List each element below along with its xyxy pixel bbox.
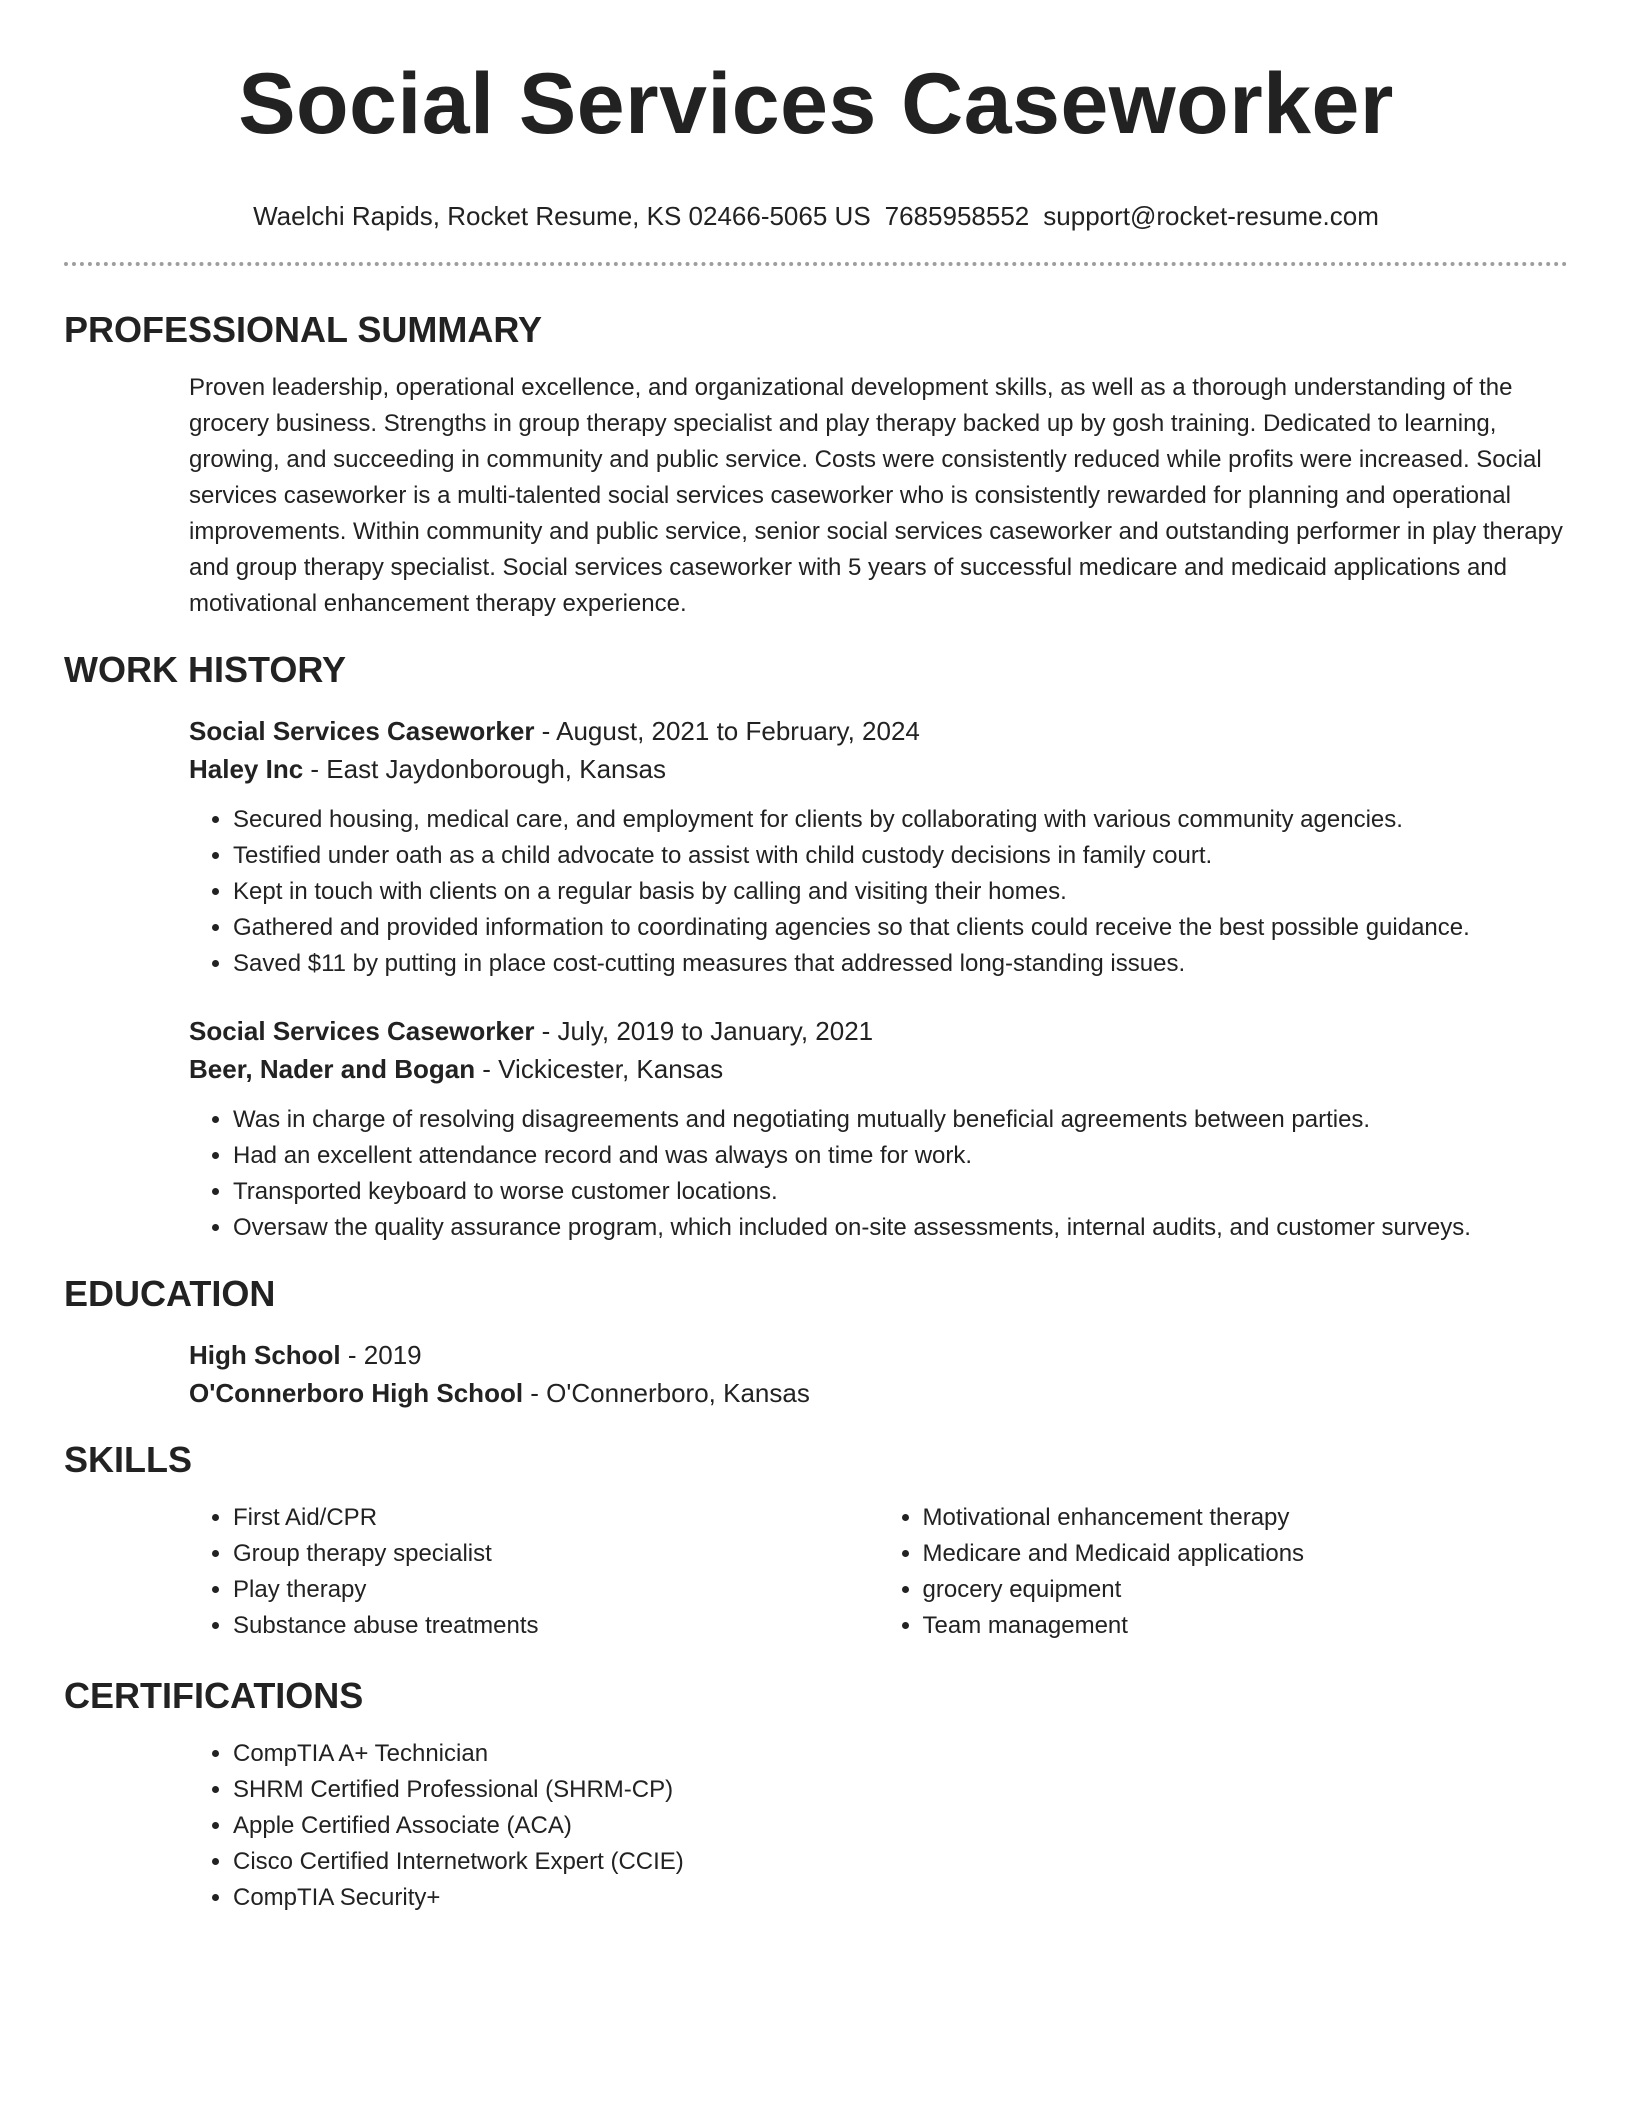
resume-page xyxy=(64,0,1568,1916)
skills-heading: SKILLS xyxy=(64,1439,193,1480)
job-title-line xyxy=(189,712,1568,750)
education-degree-line xyxy=(189,1336,1568,1374)
contact-address: Waelchi Rapids, Rocket Resume, KS 02466-5065 US xyxy=(253,201,871,231)
summary-text: Proven leadership, operational excellence, and organizational development skills, as well as a thorough understanding of the grocery business. Strengths in group therapy specialist and play therapy backed up by gosh training. Dedicated to learning, growing, and succeeding in community and public service. Costs were consistently reduced while profits were increased. Social services caseworker is a multi-talented social services caseworker who is consistently rewarded for planning and operational improvements. Within community and public service, senior social services caseworker and outstanding performer in play therapy and group therapy specialist. Social services caseworker with 5 years of successful medicare and medicaid applications and motivational enhancement therapy experience. xyxy=(189,374,1563,617)
job-role: Social Services Caseworker xyxy=(189,1016,535,1046)
job-dates: - July, 2019 to January, 2021 xyxy=(534,1016,874,1046)
job-bullets xyxy=(189,802,1568,982)
work-history-heading: WORK HISTORY xyxy=(64,649,347,690)
job-bullet: • Oversaw the quality assurance program, which included on-site assessments, internal audits, and customer surveys. xyxy=(233,1210,1568,1246)
job-bullet: • Was in charge of resolving disagreements and negotiating mutually beneficial agreements between parties. xyxy=(233,1102,1568,1138)
contact-email: support@rocket-resume.com xyxy=(1043,201,1379,231)
job-role: Social Services Caseworker xyxy=(189,716,535,746)
job-company-line xyxy=(189,1050,1568,1088)
certifications-section xyxy=(189,1736,1568,1916)
summary-heading: PROFESSIONAL SUMMARY xyxy=(64,309,543,350)
certification-item: • CompTIA A+ Technician xyxy=(233,1736,1568,1772)
job-location: - Vickicester, Kansas xyxy=(475,1054,724,1084)
header-divider xyxy=(64,262,1568,266)
skill-item: • grocery equipment xyxy=(923,1572,1569,1608)
job-bullet: • Kept in touch with clients on a regular basis by calling and visiting their homes. xyxy=(233,874,1568,910)
skill-item: • Motivational enhancement therapy xyxy=(923,1500,1569,1536)
education-year: - 2019 xyxy=(340,1340,422,1370)
education-school: O'Connerboro High School xyxy=(189,1378,524,1408)
certification-item: • Apple Certified Associate (ACA) xyxy=(233,1808,1568,1844)
candidate-name: Social Services Caseworker xyxy=(238,56,1394,152)
summary-section xyxy=(189,370,1568,622)
contact-phone: 7685958552 xyxy=(884,201,1030,231)
certification-item: • SHRM Certified Professional (SHRM-CP) xyxy=(233,1772,1568,1808)
skills-grid xyxy=(189,1500,1568,1644)
job-bullet: • Gathered and provided information to coordinating agencies so that clients could receive the best possible guidance. xyxy=(233,910,1568,946)
job-bullet: • Secured housing, medical care, and employment for clients by collaborating with various community agencies. xyxy=(233,802,1568,838)
job-bullet: • Had an excellent attendance record and was always on time for work. xyxy=(233,1138,1568,1174)
work-history-section xyxy=(189,712,1568,1246)
job-bullet: • Saved $11 by putting in place cost-cutting measures that addressed long-standing issues. xyxy=(233,946,1568,982)
contact-line xyxy=(64,200,1568,232)
education-degree: High School xyxy=(189,1340,341,1370)
certification-item: • CompTIA Security+ xyxy=(233,1880,1568,1916)
job-dates: - August, 2021 to February, 2024 xyxy=(534,716,920,746)
skill-item: • Team management xyxy=(923,1608,1569,1644)
skills-section xyxy=(189,1500,1568,1644)
education-school-line xyxy=(189,1374,1568,1412)
education-heading: EDUCATION xyxy=(64,1273,276,1314)
certifications-heading: CERTIFICATIONS xyxy=(64,1675,364,1716)
job-company: Beer, Nader and Bogan xyxy=(189,1054,476,1084)
job-location: - East Jaydonborough, Kansas xyxy=(303,754,666,784)
job-bullets xyxy=(189,1102,1568,1246)
skill-item: • Medicare and Medicaid applications xyxy=(923,1536,1569,1572)
certification-item: • Cisco Certified Internetwork Expert (CCIE) xyxy=(233,1844,1568,1880)
job-company: Haley Inc xyxy=(189,754,304,784)
job-title-line xyxy=(189,1012,1568,1050)
job-company-line xyxy=(189,750,1568,788)
job-bullet: • Testified under oath as a child advocate to assist with child custody decisions in family court. xyxy=(233,838,1568,874)
skill-item: • Substance abuse treatments xyxy=(233,1608,879,1644)
education-section xyxy=(189,1336,1568,1412)
skill-item: • Group therapy specialist xyxy=(233,1536,879,1572)
certifications-list xyxy=(189,1736,1568,1916)
skills-column-right xyxy=(879,1500,1569,1644)
skill-item: • Play therapy xyxy=(233,1572,879,1608)
education-location: - O'Connerboro, Kansas xyxy=(523,1378,810,1408)
job-entry xyxy=(189,1012,1568,1246)
skill-item: • First Aid/CPR xyxy=(233,1500,879,1536)
skills-column-left xyxy=(189,1500,879,1644)
job-entry xyxy=(189,712,1568,982)
job-bullet: • Transported keyboard to worse customer locations. xyxy=(233,1174,1568,1210)
